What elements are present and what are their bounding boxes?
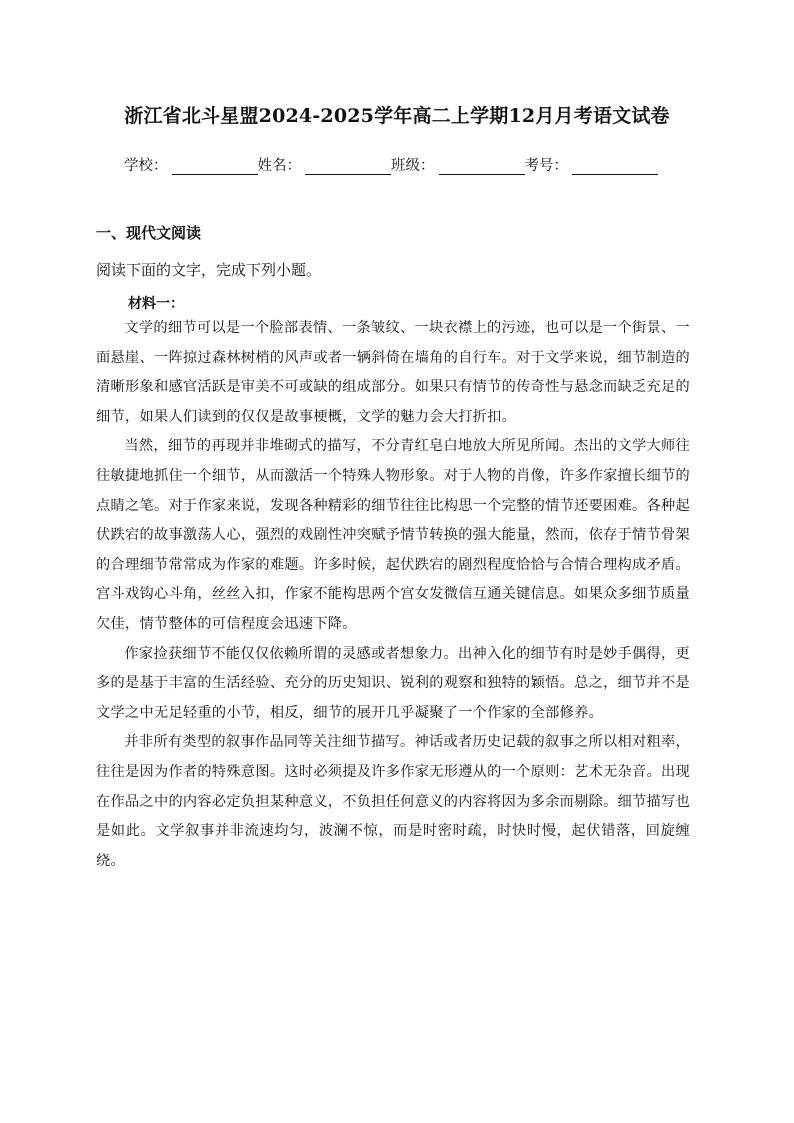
material-label: 材料一：: [128, 296, 184, 312]
passage-paragraph: 作家捡获细节不能仅仅依赖所谓的灵感或者想象力。出神入化的细节有时是妙手偶得，更多的是基于丰富的生活经验、充分的历史知识、锐利的观察和独特的颖悟。总之，细节并不是文学之中无足轻重的小节，相反，细节的展开几乎凝聚了一个作家的全部修养。: [96, 645, 690, 721]
student-info-line: [124, 154, 684, 175]
exam-title: 浙江省北斗星盟2024-2025学年高二上学期12月月考语文试卷: [124, 105, 670, 127]
info-label: 学校：: [124, 158, 168, 174]
passage-paragraph: 并非所有类型的叙事作品同等关注细节描写。神话或者历史记载的叙事之所以相对粗率，往往是因为作者的特殊意图。这时必须提及许多作家无形遵从的一个原则：艺术无杂音。出现在作品之中的内容必定负担某种意义，不负担任何意义的内容将因为多余而剔除。细节描写也是如此。文学叙事并非流速均匀，波澜不惊，而是时密时疏，时快时慢，起伏错落，回旋缠绕。: [96, 734, 690, 869]
info-field-name: [258, 154, 392, 175]
info-label: 班级：: [391, 158, 435, 174]
info-field-school: [124, 154, 258, 175]
passage-paragraph: 文学的细节可以是一个脸部表情、一条皱纹、一块衣襟上的污迹，也可以是一个街景、一面悬崖、一阵掠过森林树梢的风声或者一辆斜倚在墙角的自行车。对于文学来说，细节制造的清晰形象和感官活跃是审美不可或缺的组成部分。如果只有情节的传奇性与悬念而缺乏充足的细节，如果人们读到的仅仅是故事梗概，文学的魅力会大打折扣。: [96, 320, 690, 425]
info-label: 考号：: [524, 158, 568, 174]
school-blank[interactable]: [172, 160, 258, 175]
passage-paragraph: 当然，细节的再现并非堆砌式的描写，不分青红皂白地放大所见所闻。杰出的文学大师往往敏捷地抓住一个细节，从而激活一个特殊人物形象。对于人物的肖像，许多作家擅长细节的点睛之笔。对于作家来说，发现各种精彩的细节往往比构思一个完整的情节还要困难。各种起伏跌宕的故事激荡人心，强烈的戏剧性冲突赋予情节转换的强大能量，然而，依存于情节骨架的合理细节常常成为作家的难题。许多时候，起伏跌宕的剧烈程度恰恰与合情合理构成矛盾。宫斗戏钩心斗角，丝丝入扣，作家不能构思两个宫女发微信互通关键信息。如果众多细节质量欠佳，情节整体的可信程度会迅速下降。: [96, 438, 690, 632]
info-field-class: [391, 154, 525, 175]
section-heading: 一、现代文阅读: [96, 224, 202, 242]
class-blank[interactable]: [439, 160, 525, 175]
passage-body: [96, 314, 690, 876]
info-field-exam-number: [525, 154, 659, 175]
info-label: 姓名：: [257, 158, 301, 174]
name-blank[interactable]: [305, 160, 391, 175]
reading-instruction: 阅读下面的文字，完成下列小题。: [96, 261, 322, 279]
exam-number-blank[interactable]: [572, 160, 658, 175]
